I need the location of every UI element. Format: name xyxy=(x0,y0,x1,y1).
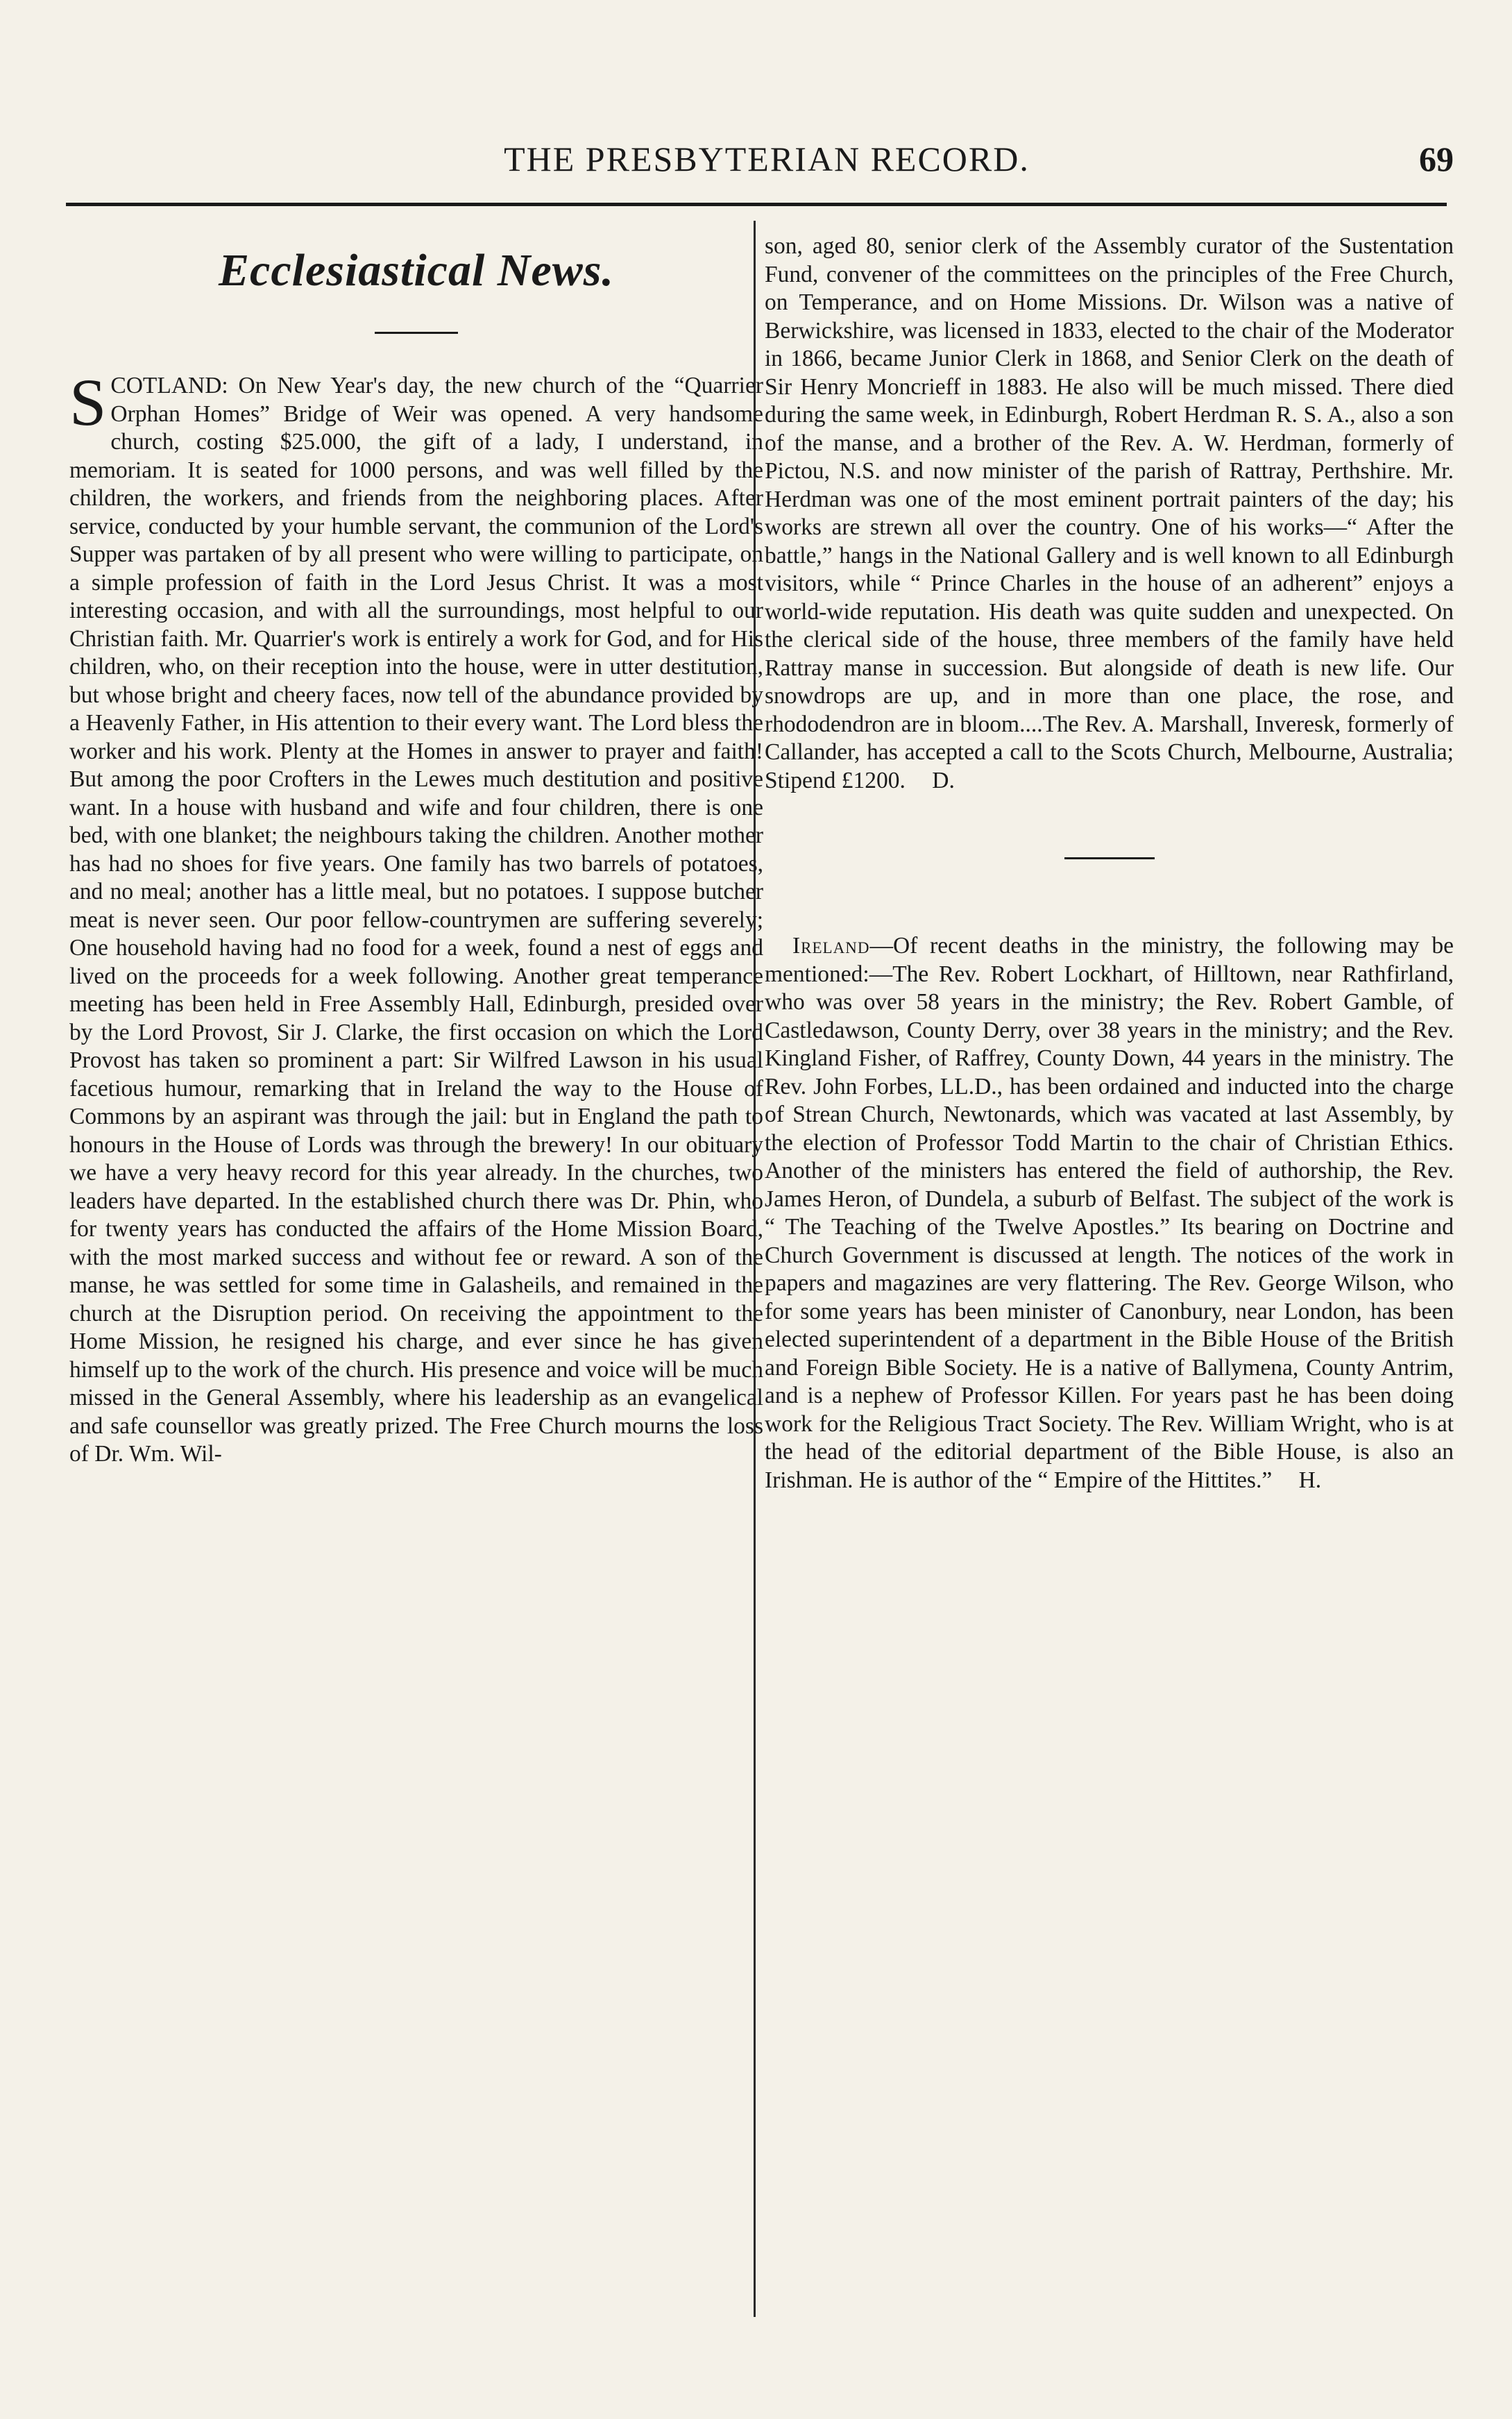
scotland-text: On New Year's day, the new church of the “Quarrier Orphan Homes” Bridge of Weir was opened. A very handsome church, costing $25.000, the gift of a lady, I understand, in memoriam. It is seated for 1000 persons, and was well filled by the children, the workers, and friends from the neighboring places. After service, conducted by your humble servant, the communion of the Lord's Supper was partaken of by all present who were willing to participate, on a simple profession of faith in the Lord Jesus Christ. It was a most interesting occasion, and with all the surroundings, most helpful to our Christian faith. Mr. Quarrier's work is entirely a work for God, and for His children, who, on their reception into the house, were in utter destitution, but whose bright and cheery faces, now tell of the abundance provided by a Heavenly Father, in His attention to their every want. The Lord bless the worker and his work. Plenty at the Homes in answer to prayer and faith! But among the poor Crofters in the Lewes much destitution and positive want. In a house with husband and wife and four children, there is one bed, with one blanket; the neighbours taking the children. Another mother has had no shoes for five years. One family has two barrels of potatoes, and no meal; another has a little meal, but no potatoes. I suppose butcher meat is never seen. Our poor fellow-countrymen are suffering severely; One household having had no food for a week, found a nest of eggs and lived on the proceeds for a week following. Another great temperance meeting has been held in Free Assembly Hall, Edinburgh, presided over by the Lord Provost, Sir J. Clarke, the first occasion on which the Lord Provost has taken so prominent a part: Sir Wilfred Lawson in his usual facetious humour, remarking that in Ireland the way to the House of Commons by an aspirant was through the jail: but in England the path to honours in the House of Lords was through the brewery! In our obituary we have a very heavy record for this year already. In the churches, two leaders have departed. In the established church there was Dr. Phin, who for twenty years has conducted the affairs of the Home Mission Board, with the most marked success and without fee or reward. A son of the manse, he was settled for some time in Galasheils, and remained in the church at the Disruption period. On receiving the appointment to the Home Mission, he resigned his charge, and ever since he has given himself up to the work of the church. His presence and voice will be much missed in the General Assembly, where his leadership as an evangelical and safe counsellor was greatly prized. The Free Church mourns the loss of Dr. Wm. Wil- xyxy=(69,373,763,1467)
section-heading: Ecclesiastical News. xyxy=(219,245,614,296)
page-number: 69 xyxy=(1419,140,1454,178)
ireland-lead-word: Ireland xyxy=(792,933,870,959)
running-title: THE PRESBYTERIAN RECORD. xyxy=(504,140,1030,178)
heading-rule xyxy=(375,332,458,334)
ireland-text: —Of recent deaths in the ministry, the following may be mentioned:—The Rev. Robert Lockhart, of Hilltown, near Rathfirland, who was over 58 years in the ministry; the Rev. Robert Gamble, of Castledawson, County Derry, over 38 years in the ministry; and the Rev. Kingland Fisher, of Raffrey, County Down, 44 years in the ministry. The Rev. John Forbes, LL.D., has been ordained and inducted into the charge of Strean Church, Newtonards, which was vacated at last Assembly, by the election of Professor Todd Martin to the chair of Christian Ethics. Another of the ministers has entered the field of authorship, the Rev. James Heron, of Dundela, a suburb of Belfast. The subject of the work is “ The Teaching of the Twelve Apostles.” Its bearing on Doctrine and Church Government is discussed at length. The notices of the work in papers and magazines are very flattering. The Rev. George Wilson, who for some years has been minister of Canonbury, near London, has been elected superintendent of a department in the Bible House of the British and Foreign Bible Society. He is a native of Ballymena, County Antrim, and is a nephew of Professor Killen. For years past he has been doing work for the Religious Tract Society. The Rev. William Wright, who is at the head of the editorial department of the Bible House, is also an Irishman. He is author of the “ Empire of the Hittites.” xyxy=(765,933,1454,1493)
header-rule xyxy=(66,203,1447,206)
scotland-lead-word: COTLAND: xyxy=(110,373,228,398)
running-head xyxy=(80,139,1454,187)
left-column xyxy=(69,229,763,1469)
ireland-signature: H. xyxy=(1298,1467,1322,1493)
scotland-continued xyxy=(765,233,1454,795)
right-column xyxy=(765,233,1454,1494)
scotland-signature: D. xyxy=(932,767,955,793)
ireland-article xyxy=(765,932,1454,1494)
scotland-continued-text: son, aged 80, senior clerk of the Assembly curator of the Sustentation Fund, convener of the committees on the principles of the Free Church, on Temperance, and on Home Missions. Dr. Wilson was a native of Berwickshire, was licensed in 1833, elected to the chair of the Moderator in 1866, became Junior Clerk in 1868, and Senior Clerk on the death of Sir Henry Moncrieff in 1883. He also will be much missed. There died during the same week, in Edinburgh, Robert Herdman R. S. A., also a son of the manse, and a brother of the Rev. A. W. Herdman, formerly of Pictou, N.S. and now minister of the parish of Rattray, Perthshire. Mr. Herdman was one of the most eminent portrait painters of the day; his works are strewn all over the country. One of his works—“ After the battle,” hangs in the National Gallery and is well known to all Edinburgh visitors, while “ Prince Charles in the house of an adherent” enjoys a world-wide reputation. His death was quite sudden and unexpected. On the clerical side of the house, three members of the family have held Rattray manse in succession. But alongside of death is new life. Our snowdrops are up, and in more than one place, the rose, and rhododendron are in bloom....The Rev. A. Marshall, Inveresk, formerly of Callander, has accepted a call to the Scots Church, Melbourne, Australia; Stipend £1200. xyxy=(765,233,1454,793)
scotland-article xyxy=(69,365,763,1469)
dropcap-letter: S xyxy=(69,365,107,439)
article-separator xyxy=(1064,857,1155,859)
